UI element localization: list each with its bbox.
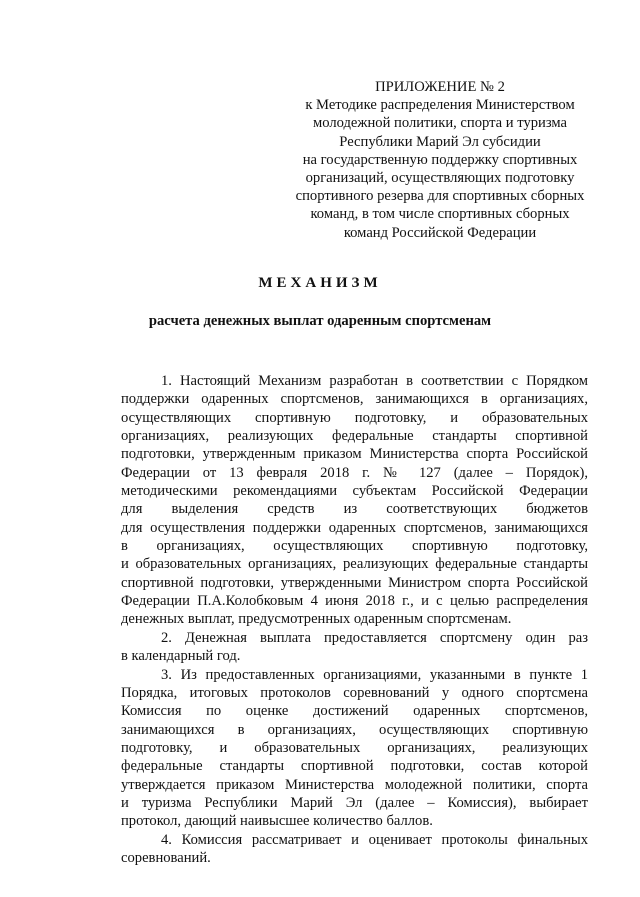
text-line: осуществляющих спортивную подготовку, и образовательных xyxy=(121,409,588,426)
text-line: организациях, реализующих федеральные стандарты спортивной xyxy=(121,428,588,445)
appendix-line: ПРИЛОЖЕНИЕ № 2 xyxy=(375,79,505,95)
text-line: в календарный год. xyxy=(121,648,241,665)
appendix-line: команд Российской Федерации xyxy=(343,224,537,241)
text-line: методическими рекомендациями субъектам Российской Федерации xyxy=(121,483,588,500)
text-line: соревнований. xyxy=(121,849,211,866)
text-line: и образовательных организациях, реализующих федеральные стандарты xyxy=(121,556,588,573)
appendix-line: на государственную поддержку спортивных xyxy=(302,151,578,168)
text-line: 1. Настоящий Механизм разработан в соответствии с Порядком xyxy=(161,373,588,389)
text-line: протокол, дающий наивысшее количество баллов. xyxy=(121,813,433,830)
text-line: для осуществления поддержки одаренных спортсменов, занимающихся xyxy=(121,519,588,536)
text-line: подготовки, утвержденным приказом Министерства спорта Российской xyxy=(121,446,588,463)
appendix-line: Республики Марий Эл субсидии xyxy=(339,133,541,150)
text-line: утверждается приказом Министерства молодежной политики, спорта xyxy=(121,776,588,793)
text-line: 4. Комиссия рассматривает и оценивает протоколы финальных xyxy=(161,831,588,848)
appendix-line: организаций, осуществляющих подготовку xyxy=(305,170,575,187)
text-line: поддержки одаренных спортсменов, занимающихся в организациях, xyxy=(121,391,588,408)
paragraph-3 xyxy=(121,666,588,831)
appendix-line: спортивного резерва для спортивных сборных xyxy=(295,188,585,205)
text-line: в организациях, осуществляющих спортивную подготовку, xyxy=(121,538,588,555)
text-line: подготовку, и образовательных организациях, реализующих xyxy=(121,739,588,756)
text-line: и туризма Республики Марий Эл (далее – Комиссия), выбирает xyxy=(121,794,588,811)
text-line: 2. Денежная выплата предоставляется спортсмену один раз xyxy=(161,629,588,646)
appendix-header xyxy=(280,78,600,242)
text-line: Федерации от 13 февраля 2018 г. № 127 (далее – Порядок), xyxy=(121,464,588,481)
document-subtitle: расчета денежных выплат одаренным спортсменам xyxy=(148,313,492,329)
text-line: Порядка, итоговых протоколов соревнований у одного спортсмена xyxy=(121,684,588,701)
text-line: денежных выплат, предусмотренных одаренным спортсменам. xyxy=(121,611,512,628)
appendix-line: к Методике распределения Министерством xyxy=(305,97,575,114)
paragraph-1 xyxy=(121,372,588,629)
text-line: федеральные стандарты спортивной подготовки, состав которой xyxy=(121,758,588,775)
text-line: Комиссия по оценке достижений одаренных спортсменов, xyxy=(121,703,588,720)
document-title: МЕХАНИЗМ xyxy=(258,275,382,291)
paragraph-2 xyxy=(121,629,588,666)
paragraph-4 xyxy=(121,831,588,868)
text-line: Федерации П.А.Колобковым 4 июня 2018 г., и с целью распределения xyxy=(121,593,588,610)
document-body xyxy=(121,372,588,867)
appendix-line: команд, в том числе спортивных сборных xyxy=(310,206,570,223)
text-line: спортивной подготовки, утвержденными Министром спорта Российской xyxy=(121,574,588,591)
text-line: для выделения средств из соответствующих бюджетов xyxy=(121,501,588,518)
appendix-line: молодежной политики, спорта и туризма xyxy=(312,115,568,132)
text-line: занимающихся в организациях, осуществляющих спортивную xyxy=(121,721,588,738)
text-line: 3. Из предоставленных организациями, указанными в пункте 1 xyxy=(161,666,588,683)
